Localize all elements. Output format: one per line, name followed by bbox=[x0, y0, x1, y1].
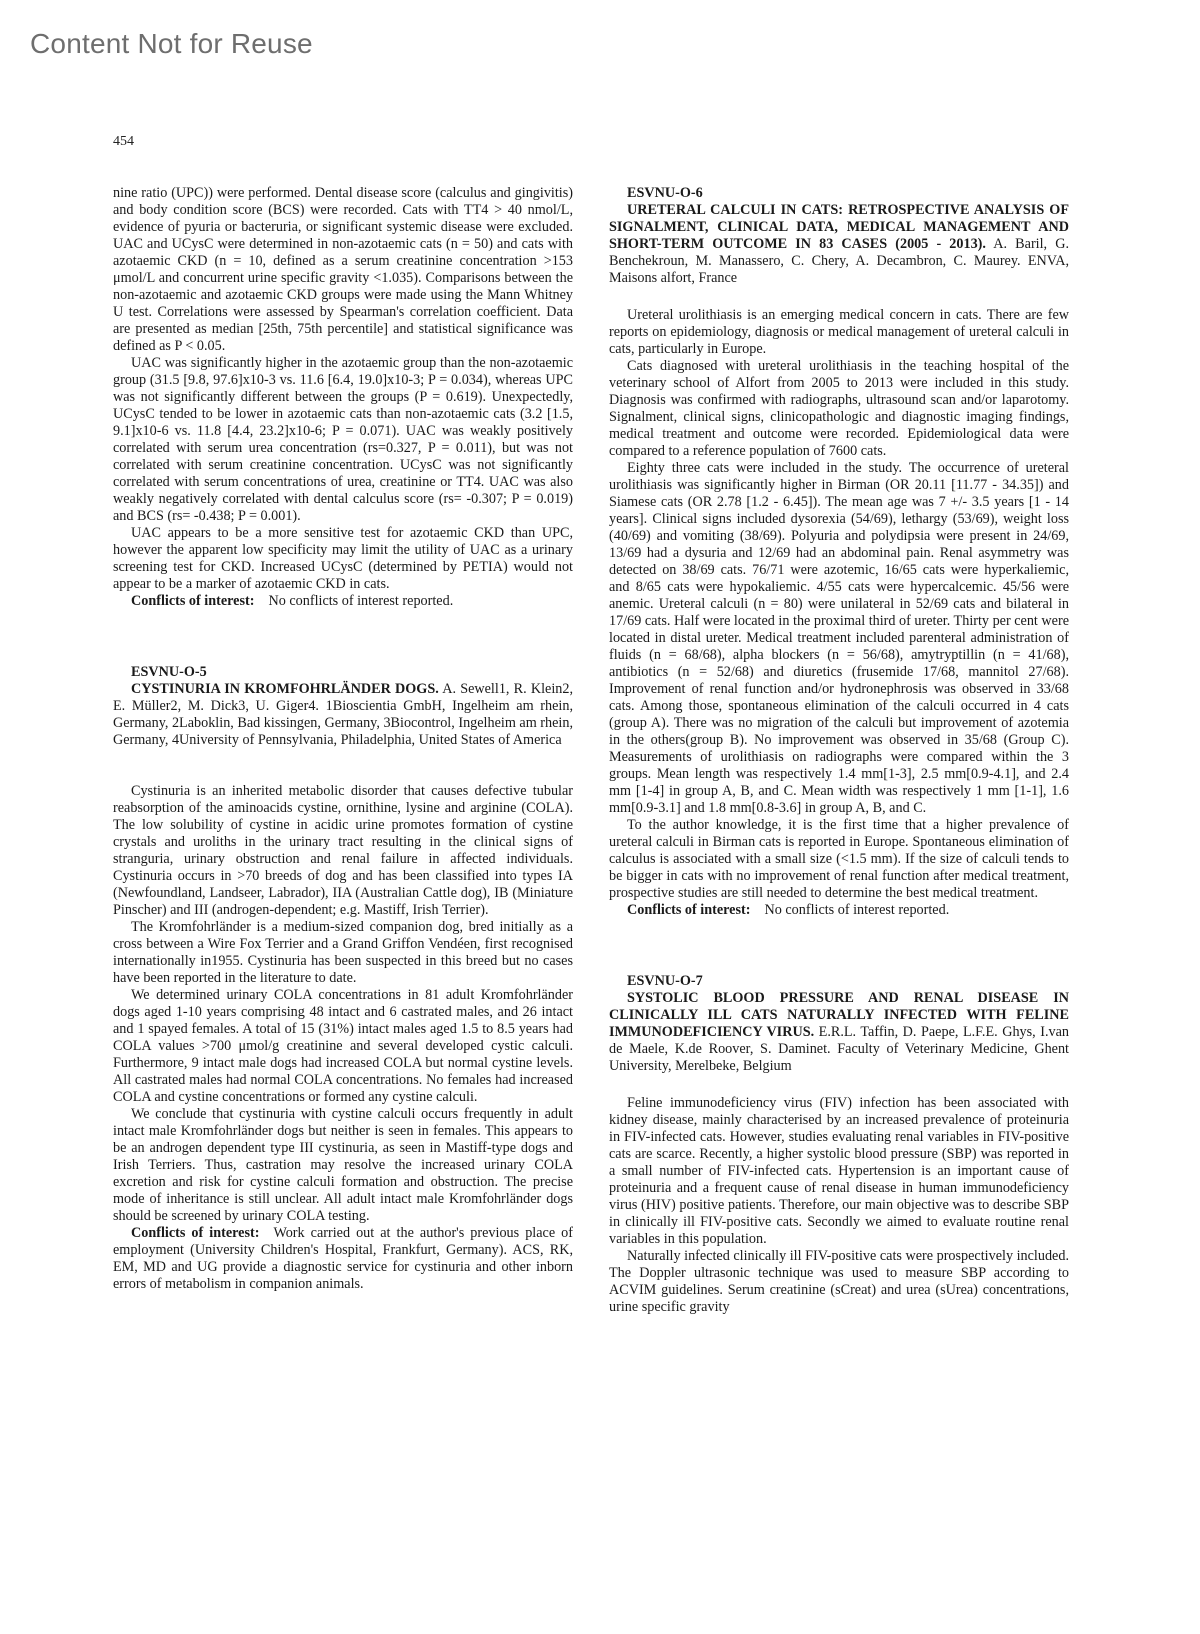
conflicts-of-interest bbox=[113, 593, 573, 610]
coi-text: No conflicts of interest reported. bbox=[764, 902, 950, 918]
paragraph: To the author knowledge, it is the first time that a higher prevalence of ureteral calculi in Birman cats is reported in Europe. Spontaneous elimination of calculus is associated with a small size (<1.5 mm). If the size of calculi tends to be bigger in cats with no improvement of renal function after medical treatment, prospective studies are still needed to determine the best medical treatment. bbox=[609, 817, 1069, 901]
right-column bbox=[609, 185, 1069, 1316]
coi-text: Work carried out at the author's previous place of employment (University Children's Hospital, Frankfurt, Germany). ACS, RK, EM, MD and UG provide a diagnostic service for cystinuria and other inborn errors of metabolism in companion animals. bbox=[113, 1225, 573, 1292]
paragraph: Eighty three cats were included in the study. The occurrence of ureteral urolithiasis was significantly higher in Birman (OR 20.11 [11.77 - 34.35]) and Siamese cats (OR 2.78 [1.2 - 6.45]). The mean age was 7 +/- 3.5 years [1 - 14 years]. Clinical signs included dysorexia (54/69), lethargy (53/69), weight loss (40/69) and vomiting (38/69). Polyuria and polydipsia were present in 24/69, 13/69 had a dysuria and 12/69 had an abdominal pain. Renal asymmetry was detected on 38/69 cats. 76/71 were azotemic, 16/65 cats were hyperkaliemic, and 8/65 cats were hypokaliemic. 4/55 cats were hypercalcemic. 45/56 were anemic. Ureteral calculi (n = 80) were unilateral in 52/69 cats and bilateral in 17/69 cats. Half were located in the proximal third of ureter. Thirty per cent were located in distal ureter. Medical treatment included parenteral administration of fluids (n = 68/68), alpha blockers (n = 56/68), amytryptillin (n = 41/68), antibiotics (n = 52/68) and diuretics (frusemide 17/68, mannitol 27/68). Improvement of renal function and/or hydronephrosis was observed in 33/68 cats. Among those, spontaneous elimination of the calculi occurred in 4 cats (group A). There was no migration of the calculi but improvement of azotemia in the others(group B). No improvement was observed in 35/68 (Group C). Measurements of urolithiasis on radiographs were compared within the 3 groups. Mean length was respectively 1.4 mm[1-3], 2.5 mm[0.9-4.1], and 2.4 mm [1-4] in group A, B, and C. Mean width was respectively 1 mm [1-1], 1.6 mm[0.9-3.1] and 1.8 mm[0.8-3.6] in group A, B, and C. bbox=[609, 460, 1069, 816]
paragraph: Cystinuria is an inherited metabolic disorder that causes defective tubular reabsorption of the aminoacids cystine, ornithine, lysine and arginine (COLA). The low solubility of cystine in acidic urine promotes formation of cystine crystals and uroliths in the urinary tract resulting in the clinical signs of stranguria, urinary obstruction and renal failure in affected individuals. Cystinuria occurs in >70 breeds of dog and has been classified into types IA (Newfoundland, Landseer, Labrador), IIA (Australian Cattle dog), IB (Miniature Pinscher) and III (androgen-dependent; e.g. Mastiff, Irish Terrier). bbox=[113, 783, 573, 918]
watermark: Content Not for Reuse bbox=[30, 28, 313, 59]
section-title: CYSTINURIA IN KROMFOHRLÄNDER DOGS. bbox=[131, 681, 439, 697]
coi-text: No conflicts of interest reported. bbox=[268, 593, 454, 609]
section-title: URETERAL CALCULI IN CATS: RETROSPECTIVE ANALYSIS OF SIGNALMENT, CLINICAL DATA, MEDICAL MANAGEMENT AND SHORT-TERM OUTCOME IN 83 CASES (2005 - 2013). bbox=[609, 202, 1069, 252]
conflicts-of-interest bbox=[609, 902, 1069, 919]
paragraph: We conclude that cystinuria with cystine calculi occurs frequently in adult intact male Kromfohrländer dogs but neither is seen in females. This appears to be an androgen dependent type III cystinuria, as seen in Mastiff-type dogs and Irish Terriers. Thus, castration may resolve the increased urinary COLA excretion and risk for cystine calculi formation and obstruction. The precise mode of inheritance is still unclear. All adult intact male Kromfohrländer dogs should be screened by urinary COLA testing. bbox=[113, 1106, 573, 1224]
paragraph: We determined urinary COLA concentrations in 81 adult Kromfohrländer dogs aged 1-10 years comprising 48 intact and 6 castrated males, and 26 intact and 1 spayed females. A total of 15 (31%) intact males aged 1.5 to 8.5 years had COLA values >700 μmol/g creatinine and several developed cystic calculi. Furthermore, 9 intact male dogs had increased COLA but normal cystine levels. All castrated males had normal COLA concentrations. No females had increased COLA and cystine concentrations or formed any cystine calculi. bbox=[113, 987, 573, 1105]
section-header bbox=[609, 990, 1069, 1075]
section-authors: A. Sewell1, R. Klein2, E. Müller2, M. Dick3, U. Giger4. 1Bioscientia GmbH, Ingelheim am rhein, Germany, 2Laboklin, Bad kissingen, Germany, 3Biocontrol, Ingelheim am rhein, Germany, 4University of Pennsylvania, Philadelphia, United States of America bbox=[113, 681, 574, 748]
paragraph: nine ratio (UPC)) were performed. Dental disease score (calculus and gingivitis) and body condition score (BCS) were recorded. Cats with TT4 > 40 nmol/L, evidence of pyuria or bacteruria, or significant systemic disease were excluded. UAC and UCysC were determined in non-azotaemic cats (n = 50) and cats with azotaemic CKD (n = 10, defined as a serum creatinine concentration >153 μmol/L and concurrent urine specific gravity <1.035). Comparisons between the non-azotaemic and azotaemic CKD groups were made using the Mann Whitney U test. Correlations were assessed by Spearman's correlation coefficient. Data are presented as median [25th, 75th percentile] and statistical significance was defined as P < 0.05. bbox=[113, 185, 573, 354]
paragraph: UAC was significantly higher in the azotaemic group than the non-azotaemic group (31.5 [9.8, 97.6]x10-3 vs. 11.6 [6.4, 19.0]x10-3; P = 0.034), whereas UPC was not significantly different between the groups (P = 0.619). Unexpectedly, UCysC tended to be lower in azotaemic cats than non-azotaemic cats (3.2 [1.5, 9.1]x10-6 vs. 11.8 [4.4, 23.2]x10-6; P = 0.071). UAC was weakly positively correlated with serum urea concentration (rs=0.327, P = 0.011), but was not correlated with serum creatinine concentration. UCysC was not significantly correlated with serum concentrations of urea, creatinine or TT4. UAC was also weakly negatively correlated with dental calculus score (rs= -0.307; P = 0.019) and BCS (rs= -0.438; P = 0.001). bbox=[113, 355, 573, 524]
conflicts-of-interest bbox=[113, 1225, 573, 1293]
paragraph: Feline immunodeficiency virus (FIV) infection has been associated with kidney disease, mainly characterised by an increased prevalence of proteinuria in FIV-infected cats. However, studies evaluating renal variables in FIV-positive cats are scarce. Recently, a higher systolic blood pressure (SBP) was reported in a small number of FIV-infected cats. Hypertension is an important cause of proteinuria and a frequent cause of renal disease in human immunodeficiency virus (HIV) positive patients. Therefore, our main objective was to describe SBP in clinically ill FIV-positive cats. Secondly we aimed to evaluate routine renal variables in this population. bbox=[609, 1095, 1069, 1247]
section-header bbox=[113, 681, 573, 749]
paragraph: UAC appears to be a more sensitive test for azotaemic CKD than UPC, however the apparent low specificity may limit the utility of UAC as a urinary screening test for CKD. Increased UCysC (determined by PETIA) would not appear to be a marker of azotaemic CKD in cats. bbox=[113, 525, 573, 592]
section-authors: A. Baril, G. Benchekroun, M. Manassero, C. Chery, A. Decambron, C. Maurey. ENVA, Maisons alfort, France bbox=[609, 236, 1069, 286]
section-title: SYSTOLIC BLOOD PRESSURE AND RENAL DISEASE IN CLINICALLY ILL CATS NATURALLY INFECTED WITH FELINE IMMUNODEFICIENCY VIRUS. bbox=[609, 990, 1069, 1040]
left-column bbox=[113, 185, 573, 1293]
coi-label: Conflicts of interest: bbox=[131, 593, 255, 609]
coi-label: Conflicts of interest: bbox=[131, 1225, 260, 1241]
coi-label: Conflicts of interest: bbox=[627, 902, 751, 918]
page-number: 454 bbox=[113, 134, 134, 149]
paragraph: Ureteral urolithiasis is an emerging medical concern in cats. There are few reports on epidemiology, diagnosis or medical management of ureteral calculi in cats, particularly in Europe. bbox=[609, 307, 1069, 357]
paragraph: Naturally infected clinically ill FIV-positive cats were prospectively included. The Doppler ultrasonic technique was used to measure SBP according to ACVIM guidelines. Serum creatinine (sCreat) and urea (sUrea) concentrations, urine specific gravity bbox=[609, 1248, 1069, 1315]
section-id: ESVNU-O-6 bbox=[627, 185, 703, 201]
paragraph: The Kromfohrländer is a medium-sized companion dog, bred initially as a cross between a Wire Fox Terrier and a Grand Griffon Vendéen, first recognised internationally in1955. Cystinuria has been suspected in this breed but no cases have been reported in the literature to date. bbox=[113, 919, 573, 986]
section-id: ESVNU-O-5 bbox=[131, 664, 207, 680]
section-header bbox=[609, 202, 1069, 287]
section-id: ESVNU-O-7 bbox=[627, 973, 703, 989]
paragraph: Cats diagnosed with ureteral urolithiasis in the teaching hospital of the veterinary school of Alfort from 2005 to 2013 were included in this study. Diagnosis was confirmed with radiographs, ultrasound scan and/or laparotomy. Signalment, clinical signs, clinicopathologic and diagnostic imaging findings, medical treatment and outcome were recorded. Epidemiological data were compared to a reference population of 7600 cats. bbox=[609, 358, 1069, 459]
section-authors: E.R.L. Taffin, D. Paepe, L.F.E. Ghys, I.van de Maele, K.de Roover, S. Daminet. Faculty of Veterinary Medicine, Ghent University, Merelbeke, Belgium bbox=[609, 1024, 1069, 1074]
